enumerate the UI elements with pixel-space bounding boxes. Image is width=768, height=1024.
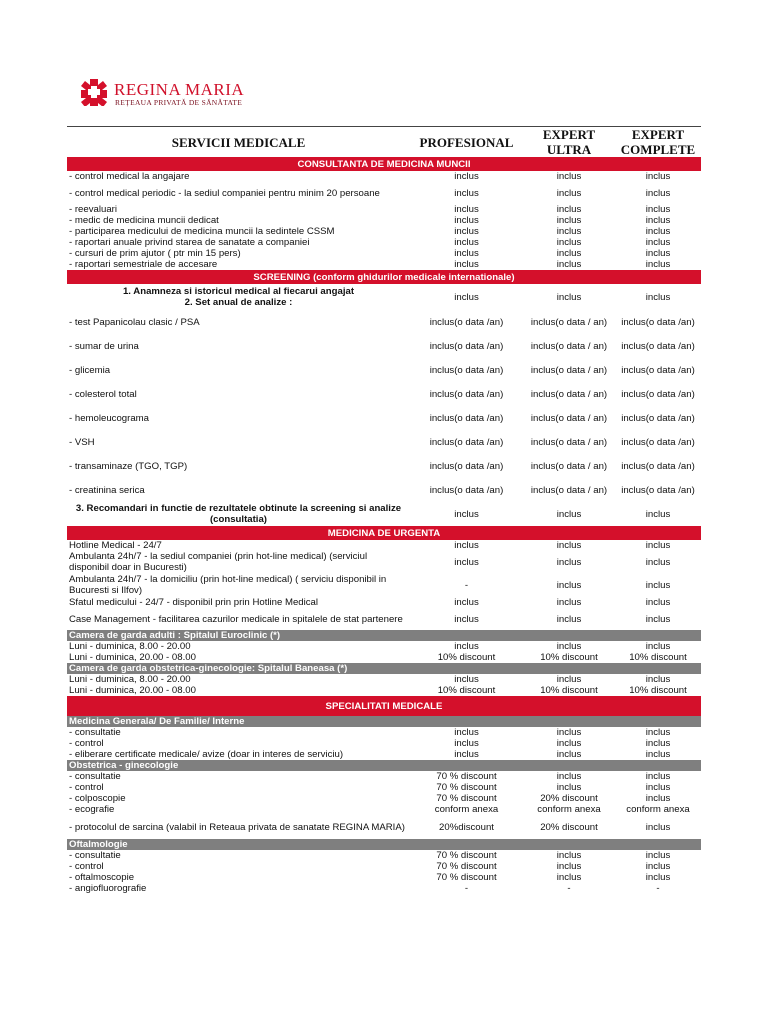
table-row (67, 540, 701, 551)
table-row (67, 248, 701, 259)
section-header (67, 157, 701, 171)
expert-complete-value: inclus(o data /an) (621, 484, 695, 496)
section-header (67, 526, 701, 540)
expert-complete-value: inclus (645, 861, 671, 872)
expert-ultra-value: inclus (556, 540, 582, 551)
profesional-value: inclus (454, 237, 479, 248)
expert-complete-value: inclus (645, 749, 671, 760)
service-label: - test Papanicolau clasic / PSA (69, 316, 200, 328)
profesional-value: - (464, 883, 469, 894)
expert-ultra-value: 10% discount (540, 652, 598, 663)
section-title: SPECIALITATI MEDICALE (67, 696, 701, 716)
section-title: Camera de garda adulti : Spitalul Euroclinic (*) (67, 630, 701, 641)
section-title: Camera de garda obstetrica-ginecologie: Spitalul Baneasa (*) (67, 663, 701, 674)
profesional-value: inclus (454, 749, 479, 760)
expert-ultra-value: inclus (556, 204, 582, 215)
profesional-value: 70 % discount (436, 872, 497, 883)
profesional-value: inclus (454, 204, 479, 215)
table-row (67, 815, 701, 839)
table-row (67, 430, 701, 454)
service-label: - sumar de urina (69, 340, 139, 352)
expert-complete-value: inclus(o data /an) (621, 388, 695, 400)
expert-ultra-value: inclus(o data / an) (530, 412, 608, 424)
service-label: Luni - duminica, 8.00 - 20.00 (69, 641, 191, 652)
table-row (67, 727, 701, 738)
expert-ultra-value: inclus (556, 641, 582, 652)
expert-ultra-value: inclus(o data / an) (530, 388, 608, 400)
table-row (67, 259, 701, 270)
expert-ultra-value: inclus (556, 187, 582, 199)
profesional-value: 20%discount (439, 821, 494, 833)
expert-complete-value: inclus(o data /an) (621, 364, 695, 376)
table-row (67, 793, 701, 804)
profesional-value: inclus (454, 215, 479, 226)
service-label: - transaminaze (TGO, TGP) (69, 460, 188, 472)
expert-ultra-value: 20% discount (540, 793, 598, 804)
service-label: Hotline Medical - 24/7 (69, 540, 162, 551)
expert-complete-value: inclus (645, 872, 671, 883)
expert-complete-value: inclus (645, 674, 671, 685)
service-label: - control medical periodic - la sediul companiei pentru minim 20 persoane (69, 187, 380, 199)
profesional-value: inclus(o data /an) (429, 388, 504, 400)
table-row (67, 382, 701, 406)
service-label: - consultatie (69, 727, 121, 738)
service-label: - raportari anuale privind starea de sanatate a companiei (69, 237, 310, 248)
expert-complete-value: inclus(o data /an) (621, 460, 695, 472)
table-row (67, 782, 701, 793)
table-row (67, 454, 701, 478)
expert-ultra-value: inclus (556, 579, 582, 591)
profesional-value: 70 % discount (436, 861, 497, 872)
service-label: - creatinina serica (69, 484, 145, 496)
expert-complete-value: conform anexa (626, 804, 690, 815)
service-label: Sfatul medicului - 24/7 - disponibil prin prin Hotline Medical (69, 597, 319, 608)
service-label: - angiofluorografie (69, 883, 147, 894)
service-label: - colesterol total (69, 388, 137, 400)
table-row (67, 652, 701, 663)
expert-complete-value: inclus(o data /an) (621, 412, 695, 424)
table-row (67, 406, 701, 430)
expert-complete-value: inclus (645, 215, 671, 226)
expert-ultra-value: inclus (556, 613, 582, 625)
section-header (67, 696, 701, 716)
table-row (67, 872, 701, 883)
table-row (67, 358, 701, 382)
services-table (67, 126, 701, 894)
expert-ultra-value: inclus (556, 215, 582, 226)
service-label: Luni - duminica, 20.00 - 08.00 (69, 652, 196, 663)
expert-ultra-value: 20% discount (540, 821, 598, 833)
expert-complete-value: inclus (645, 597, 671, 608)
table-row (67, 850, 701, 861)
expert-complete-value: inclus (645, 540, 671, 551)
table-row (67, 215, 701, 226)
service-label: 1. Anamneza si istoricul medical al fiecarui angajat 2. Set anual de analize : (122, 286, 355, 308)
service-label: - participarea medicului de medicina muncii la sedintele CSSM (69, 226, 335, 237)
service-label: Ambulanta 24h/7 - la domiciliu (prin hot-line medical) ( serviciu disponibil in Bucuresti si Ilfov) (69, 574, 387, 596)
profesional-value: 10% discount (437, 652, 496, 663)
profesional-value: - (464, 579, 469, 591)
profesional-value: inclus(o data /an) (429, 340, 504, 352)
profesional-value: inclus (454, 248, 479, 259)
section-title: Medicina Generala/ De Familie/ Interne (67, 716, 701, 727)
section-title: MEDICINA DE URGENTA (67, 526, 701, 540)
table-header-row (67, 127, 701, 158)
expert-complete-value: 10% discount (629, 685, 687, 696)
table-row (67, 597, 701, 608)
expert-complete-value: inclus (645, 771, 671, 782)
profesional-value: inclus (454, 613, 479, 625)
profesional-value: 70 % discount (436, 793, 497, 804)
expert-complete-value: inclus (645, 579, 671, 591)
subsection-header (67, 716, 701, 727)
service-label: - VSH (69, 436, 95, 448)
service-label: - glicemia (69, 364, 111, 376)
section-title: Oftalmologie (67, 839, 701, 850)
expert-complete-value: 10% discount (629, 652, 687, 663)
profesional-value: 70 % discount (436, 771, 497, 782)
table-row (67, 237, 701, 248)
expert-complete-value: inclus (645, 248, 671, 259)
expert-ultra-value: inclus (556, 237, 582, 248)
profesional-value: inclus(o data /an) (429, 460, 504, 472)
table-row (67, 226, 701, 237)
profesional-value: 70 % discount (436, 850, 497, 861)
expert-ultra-value: inclus (556, 850, 582, 861)
profesional-value: 70 % discount (436, 782, 497, 793)
profesional-value: inclus (454, 291, 479, 303)
expert-ultra-value: inclus (556, 291, 582, 303)
profesional-value: inclus(o data /an) (429, 316, 504, 328)
expert-ultra-value: inclus (556, 861, 582, 872)
service-label: Ambulanta 24h/7 - la sediul companiei (prin hot-line medical) (serviciul disponibil doar in Bucuresti) (69, 551, 368, 573)
expert-complete-value: - (656, 883, 660, 894)
header-expert-complete: EXPERT COMPLETE (615, 127, 701, 158)
table-row (67, 749, 701, 760)
expert-ultra-value: inclus (556, 872, 582, 883)
table-row (67, 641, 701, 652)
subsection-header (67, 630, 701, 641)
expert-complete-value: inclus(o data /an) (621, 316, 695, 328)
table-row (67, 738, 701, 749)
table-row (67, 502, 701, 526)
profesional-value: inclus (454, 674, 479, 685)
expert-ultra-value: inclus (556, 674, 582, 685)
profesional-value: inclus(o data /an) (429, 412, 504, 424)
expert-ultra-value: inclus (556, 738, 582, 749)
expert-complete-value: inclus (645, 821, 671, 833)
service-label: - protocolul de sarcina (valabil in Reteaua privata de sanatate REGINA MARIA) (69, 821, 405, 833)
subsection-header (67, 760, 701, 771)
expert-complete-value: inclus (645, 556, 671, 568)
table-row (67, 804, 701, 815)
service-label: - ecografie (69, 804, 115, 815)
profesional-value: inclus(o data /an) (429, 364, 504, 376)
expert-complete-value: inclus (645, 187, 671, 199)
expert-complete-value: inclus (645, 291, 671, 303)
expert-complete-value: inclus (645, 508, 671, 520)
profesional-value: inclus (454, 540, 479, 551)
profesional-value: inclus (454, 556, 479, 568)
service-label: - control (69, 738, 104, 749)
expert-complete-value: inclus (645, 237, 671, 248)
subsection-header (67, 839, 701, 850)
service-label: - eliberare certificate medicale/ avize (doar in interes de serviciu) (69, 749, 344, 760)
expert-ultra-value: inclus (556, 597, 582, 608)
profesional-value: conform anexa (434, 804, 499, 815)
expert-complete-value: inclus (645, 204, 671, 215)
expert-ultra-value: inclus(o data / an) (530, 340, 608, 352)
profesional-value: inclus (454, 597, 479, 608)
service-label: - control medical la angajare (69, 171, 190, 182)
table-row (67, 674, 701, 685)
service-label: - control (69, 782, 104, 793)
profesional-value: inclus(o data /an) (429, 436, 504, 448)
service-label: Case Management - facilitarea cazurilor medicale in spitalele de stat partenere (69, 613, 403, 625)
service-label: - raportari semestriale de accesare (69, 259, 218, 270)
expert-ultra-value: inclus(o data / an) (530, 436, 608, 448)
profesional-value: inclus (454, 727, 479, 738)
section-header (67, 270, 701, 284)
expert-complete-value: inclus (645, 613, 671, 625)
subsection-header (67, 663, 701, 674)
service-label: - hemoleucograma (69, 412, 149, 424)
section-title: Obstetrica - ginecologie (67, 760, 701, 771)
expert-ultra-value: inclus(o data / an) (530, 484, 608, 496)
expert-ultra-value: 10% discount (540, 685, 598, 696)
service-label: Luni - duminica, 8.00 - 20.00 (69, 674, 191, 685)
table-row (67, 551, 701, 573)
expert-ultra-value: inclus(o data / an) (530, 316, 608, 328)
expert-ultra-value: conform anexa (537, 804, 601, 815)
expert-complete-value: inclus(o data /an) (621, 340, 695, 352)
expert-complete-value: inclus (645, 850, 671, 861)
service-label: - oftalmoscopie (69, 872, 135, 883)
cross-logo-icon (80, 78, 108, 106)
service-label: - control (69, 861, 104, 872)
section-title: SCREENING (conform ghidurilor medicale internationale) (67, 270, 701, 284)
table-row (67, 573, 701, 597)
table-row (67, 334, 701, 358)
table-row (67, 310, 701, 334)
brand-name: REGINA MARIA (114, 80, 245, 99)
table-body (67, 157, 701, 894)
expert-complete-value: inclus (645, 782, 671, 793)
service-label: - reevaluari (69, 204, 117, 215)
profesional-value: inclus (454, 738, 479, 749)
profesional-value: 10% discount (437, 685, 496, 696)
header-expert-ultra: EXPERT ULTRA (523, 127, 615, 158)
table-row (67, 182, 701, 204)
expert-ultra-value: inclus (556, 556, 582, 568)
profesional-value: inclus (454, 171, 479, 182)
header-profesional: PROFESIONAL (410, 127, 523, 158)
expert-complete-value: inclus (645, 226, 671, 237)
expert-ultra-value: inclus(o data / an) (530, 364, 608, 376)
expert-complete-value: inclus (645, 727, 671, 738)
header-services: SERVICII MEDICALE (67, 127, 410, 158)
service-label: - consultatie (69, 771, 121, 782)
expert-ultra-value: inclus (556, 171, 582, 182)
table-row (67, 204, 701, 215)
section-title: CONSULTANTA DE MEDICINA MUNCII (67, 157, 701, 171)
service-label: - colposcopie (69, 793, 126, 804)
table-row (67, 861, 701, 872)
expert-complete-value: inclus (645, 641, 671, 652)
profesional-value: inclus(o data /an) (429, 484, 504, 496)
table-row (67, 883, 701, 894)
expert-ultra-value: inclus (556, 248, 582, 259)
brand-tagline: REȚEAUA PRIVATĂ DE SĂNĂTATE (115, 98, 243, 107)
services-table-container (67, 126, 701, 894)
service-label: - medic de medicina muncii dedicat (69, 215, 219, 226)
table-row (67, 284, 701, 310)
expert-ultra-value: inclus (556, 771, 582, 782)
expert-ultra-value: inclus (556, 749, 582, 760)
expert-complete-value: inclus (645, 259, 671, 270)
service-label: - cursuri de prim ajutor ( ptr min 15 pers) (69, 248, 241, 259)
profesional-value: inclus (454, 508, 479, 520)
service-label: - consultatie (69, 850, 121, 861)
expert-complete-value: inclus (645, 171, 671, 182)
table-row (67, 171, 701, 182)
table-row (67, 771, 701, 782)
profesional-value: inclus (454, 226, 479, 237)
expert-ultra-value: inclus (556, 508, 582, 520)
table-row (67, 478, 701, 502)
expert-ultra-value: - (567, 883, 571, 894)
profesional-value: inclus (454, 259, 479, 270)
expert-complete-value: inclus(o data /an) (621, 436, 695, 448)
expert-complete-value: inclus (645, 793, 671, 804)
profesional-value: inclus (454, 641, 479, 652)
expert-ultra-value: inclus (556, 226, 582, 237)
table-row (67, 685, 701, 696)
expert-ultra-value: inclus (556, 259, 582, 270)
expert-complete-value: inclus (645, 738, 671, 749)
expert-ultra-value: inclus(o data / an) (530, 460, 608, 472)
expert-ultra-value: inclus (556, 782, 582, 793)
expert-ultra-value: inclus (556, 727, 582, 738)
table-row (67, 608, 701, 630)
profesional-value: inclus (454, 187, 479, 199)
service-label: Luni - duminica, 20.00 - 08.00 (69, 685, 196, 696)
service-label: 3. Recomandari in functie de rezultatele obtinute la screening si analize (consultatia) (75, 503, 402, 525)
